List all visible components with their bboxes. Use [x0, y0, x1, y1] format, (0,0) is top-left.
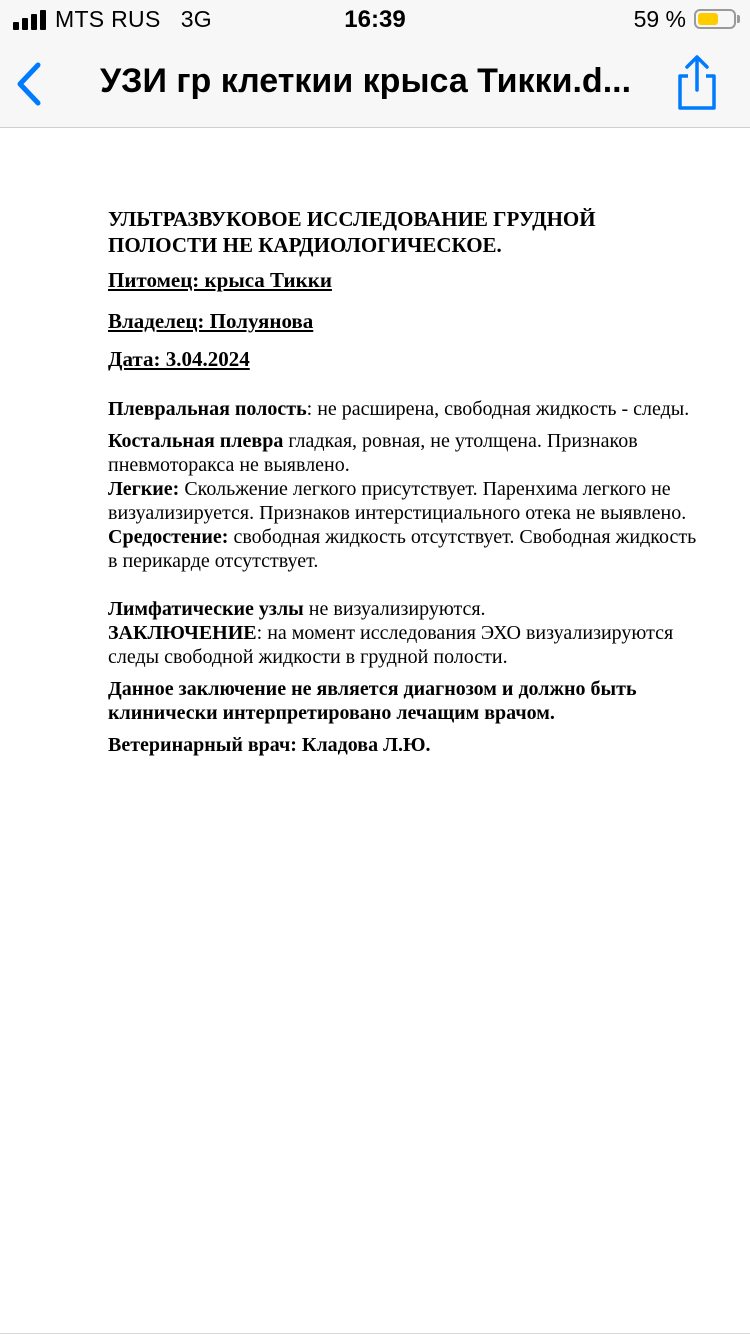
pleural-cavity-paragraph [108, 397, 698, 421]
pet-info: Питомец: крыса Тикки [108, 268, 332, 292]
costal-pleura-text: гладкая, ровная, не утолщена. Признаков пневмоторакса не выявлено. [108, 430, 638, 476]
lymph-nodes-label: Лимфатические узлы [108, 598, 304, 620]
lungs-paragraph [108, 477, 698, 525]
conclusion-text: : на момент исследования ЭХО визуализируются следы свободной жидкости в грудной полости. [108, 622, 674, 668]
report-title: УЛЬТРАЗВУКОВОЕ ИССЛЕДОВАНИЕ ГРУДНОЙ ПОЛОСТИ НЕ КАРДИОЛОГИЧЕСКОЕ. [108, 207, 596, 257]
battery-cap [737, 15, 740, 23]
navigation-bar [0, 40, 750, 128]
document-title: УЗИ гр клеткии крыса Тикки.d... [100, 62, 632, 100]
pleural-cavity-label: Плевральная полость [108, 398, 307, 420]
chevron-left-icon [10, 56, 54, 112]
mediastinum-paragraph [108, 525, 698, 573]
share-button[interactable] [674, 54, 720, 112]
lungs-text: Скольжение легкого присутствует. Паренхима легкого не визуализируется. Признаков интерстициального отека не выявлено. [108, 478, 687, 524]
mediastinum-label: Средостение: [108, 526, 229, 548]
network-type: 3G [180, 6, 212, 32]
status-time: 16:39 [344, 6, 406, 33]
share-icon [674, 54, 720, 112]
disclaimer: Данное заключение не является диагнозом и должно быть клинически интерпретировано лечащим врачом. [108, 678, 637, 724]
pleural-cavity-text: : не расширена, свободная жидкость - следы. [306, 398, 690, 420]
document-body [108, 206, 698, 757]
conclusion-paragraph [108, 621, 698, 669]
mediastinum-text: свободная жидкость отсутствует. Свободная жидкость в перикарде отсутствует. [108, 526, 697, 572]
lymph-nodes-paragraph [108, 597, 698, 621]
costal-pleura-label: Костальная плевра [108, 430, 284, 452]
conclusion-label: ЗАКЛЮЧЕНИЕ [108, 622, 257, 644]
doctor-signature: Ветеринарный врач: Кладова Л.Ю. [108, 734, 431, 756]
status-bar [0, 0, 750, 40]
back-button[interactable] [10, 56, 54, 112]
lymph-nodes-text: не визуализируются. [303, 598, 486, 620]
battery-icon [694, 9, 736, 29]
lungs-label: Легкие: [108, 478, 180, 500]
exam-date: Дата: 3.04.2024 [108, 347, 250, 371]
battery-fill [698, 13, 718, 25]
carrier-name: MTS RUS [55, 6, 161, 32]
costal-pleura-paragraph [108, 429, 698, 477]
battery-percent: 59 % [633, 6, 686, 32]
owner-info: Владелец: Полуянова [108, 309, 314, 333]
